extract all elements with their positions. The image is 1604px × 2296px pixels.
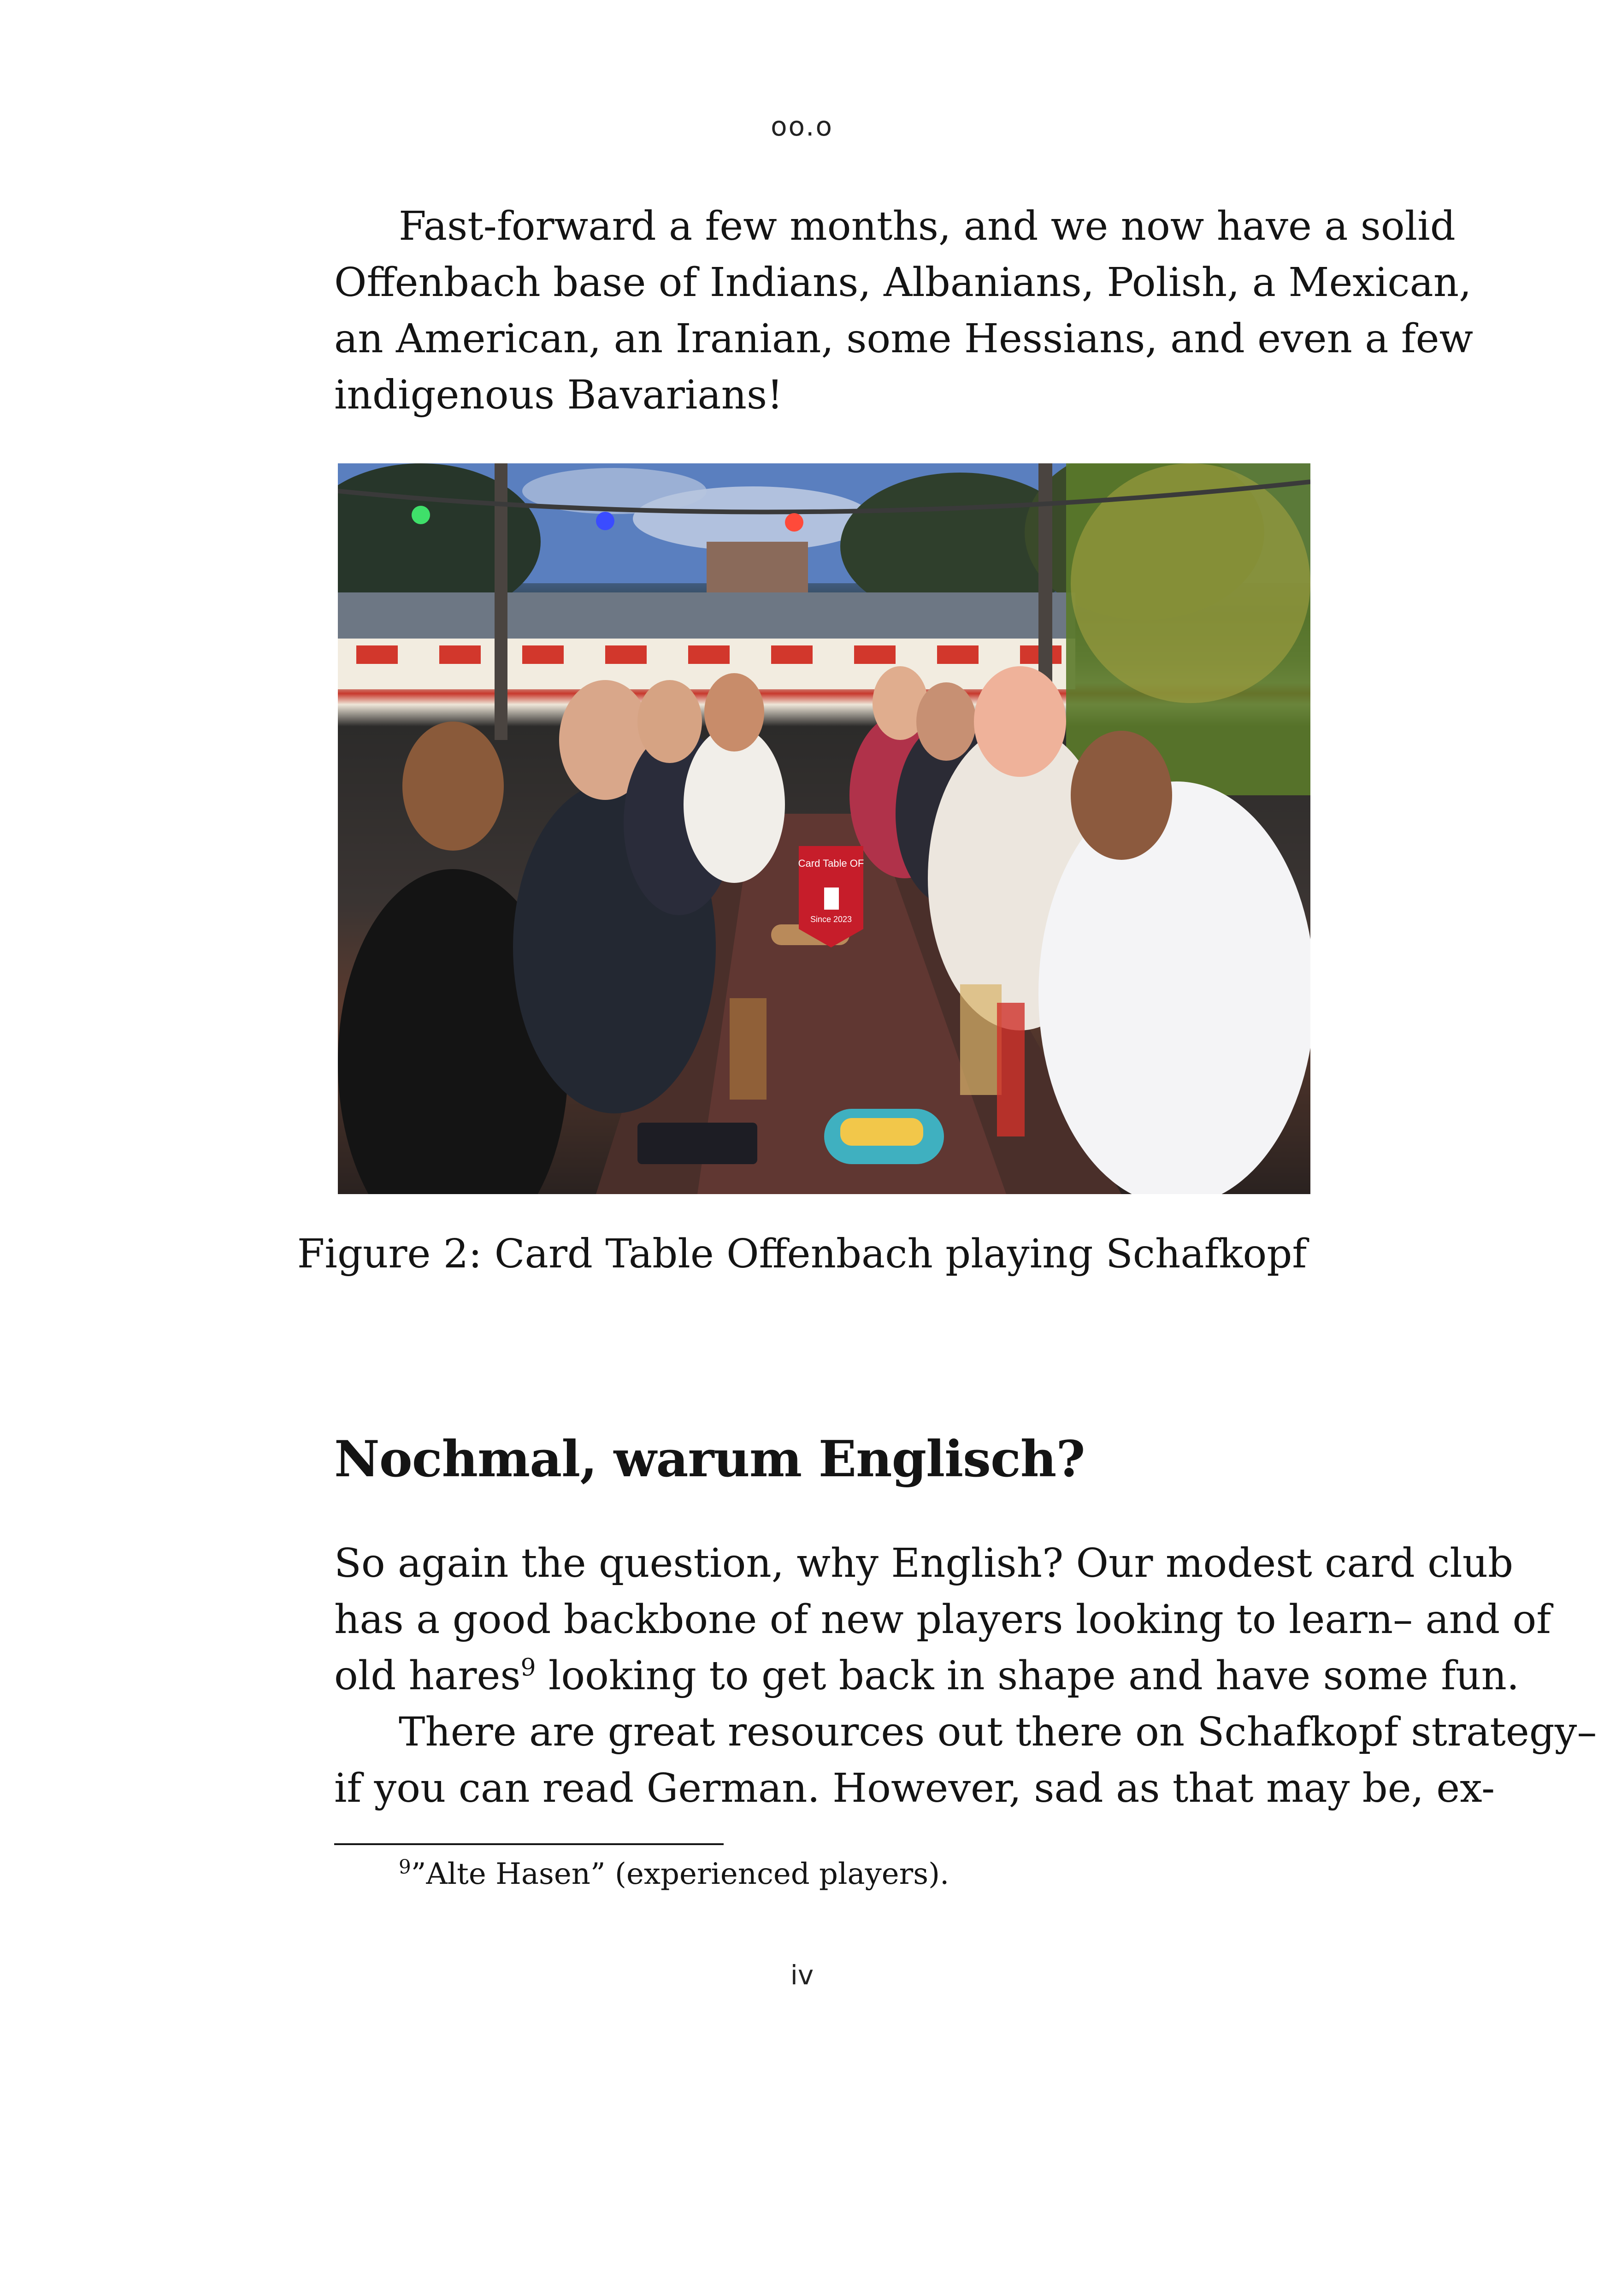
page-number: iv — [790, 1959, 814, 1991]
fries — [840, 1118, 923, 1146]
section-heading: Nochmal, warum Englisch? — [334, 1430, 1085, 1488]
string-light-green — [412, 506, 430, 524]
parked-cars — [338, 592, 1075, 643]
intro-line-4: indigenous Bavarians! — [334, 372, 783, 418]
section-paragraph-2 — [334, 1704, 1597, 1817]
barrier-stripes — [356, 645, 1061, 664]
intro-paragraph — [334, 198, 1474, 423]
section-p1-line-3: old hares$^9$ looking to get back in shape and have some fun. — [334, 1653, 1520, 1699]
footnote — [399, 1853, 949, 1895]
section-p1-line-1: So again the question, why English? Our modest card club — [334, 1540, 1514, 1586]
running-head: oo.o — [771, 111, 833, 142]
pennant-card-icon — [824, 888, 839, 910]
intro-line-1: Fast-forward a few months, and we now have a solid — [399, 203, 1456, 249]
footnote-ref-9[interactable]: 9 — [520, 1654, 536, 1682]
pennant-subtitle: Since 2023 — [810, 915, 852, 924]
string-light-blue — [596, 512, 614, 530]
figure-caption: Figure 2: Card Table Offenbach playing Schafkopf — [297, 1231, 1307, 1277]
photo-illustration — [338, 463, 1310, 1194]
phone — [637, 1123, 757, 1164]
string-light-red — [785, 513, 803, 532]
section-p2-line-2: if you can read German. However, sad as that may be, ex- — [334, 1765, 1495, 1811]
footnote-number: 9 — [399, 1855, 411, 1878]
bottle — [997, 1003, 1025, 1136]
section-paragraph-1 — [334, 1535, 1551, 1704]
footnote-rule — [334, 1843, 724, 1845]
figure-photo — [338, 463, 1310, 1194]
intro-line-3: an American, an Iranian, some Hessians, and even a few — [334, 316, 1474, 362]
pennant-title: Card Table OF — [798, 858, 864, 869]
glass — [730, 998, 767, 1100]
section-p2-line-1: There are great resources out there on Schafkopf strategy– — [399, 1709, 1597, 1755]
intro-line-2: Offenbach base of Indians, Albanians, Polish, a Mexican, — [334, 260, 1472, 306]
section-p1-line-2: has a good backbone of new players looking to learn– and of — [334, 1597, 1551, 1643]
glass — [960, 984, 1002, 1095]
footnote-text: ”Alte Hasen” (experienced players). — [411, 1857, 949, 1891]
